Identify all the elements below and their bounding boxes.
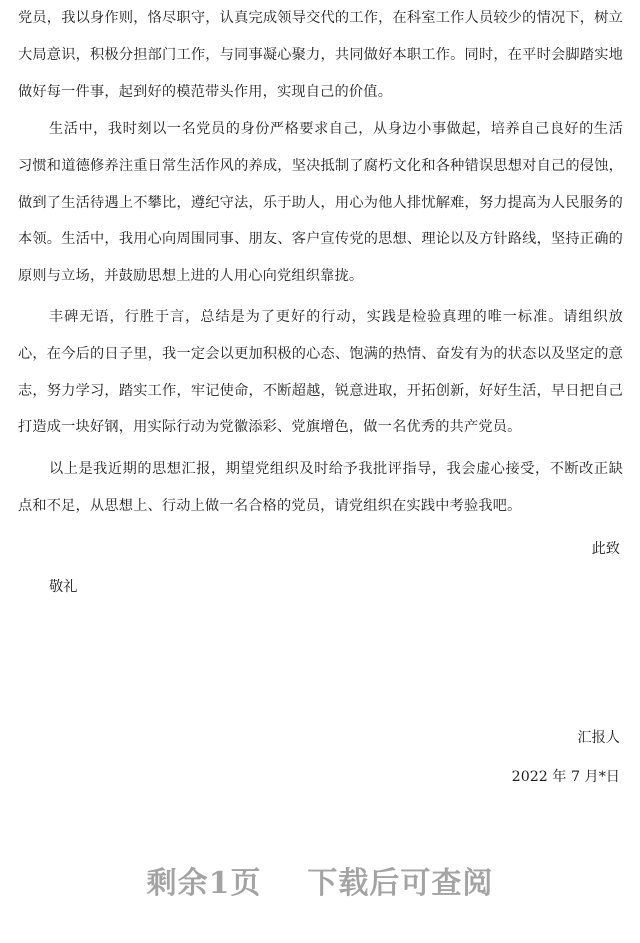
download-remaining-banner[interactable]: 剩余1页 下载后可查阅 bbox=[146, 866, 494, 901]
paragraph-conclusion: 以上是我近期的思想汇报，期望党组织及时给予我批评指导，我会虚心接受，不断改正缺点和不足，从思想上、行动上做一名合格的党员，请党组织在实践中考验我吧。 bbox=[18, 461, 623, 514]
paragraph-future-commitment: 丰碑无语，行胜于言，总结是为了更好的行动，实践是检验真理的唯一标准。请组织放心，在今后的日子里，我一定会以更加积极的心态、饱满的热情、奋发有为的状态以及坚定的意志，努力学习，踏实工作，牢记使命，不断超越，锐意进取，开拓创新，好好生活，早日把自己打造成一块好钢，用实际行动为党徽添彩、党旗增色，做一名优秀的共产党员。 bbox=[18, 309, 623, 436]
reporter-label: 汇报人 bbox=[577, 730, 620, 746]
salutation: 敬礼 bbox=[49, 579, 78, 595]
report-date: 2022 年 7 月*日 bbox=[511, 769, 620, 785]
closing-phrase: 此致 bbox=[591, 541, 620, 557]
paragraph-party-member-duty: 党员，我以身作则，恪尽职守，认真完成领导交代的工作，在科室工作人员较少的情况下，树立大局意识，积极分担部门工作，与同事凝心聚力，共同做好本职工作。同时，在平时会脚踏实地做好每一件事，起到好的模范带头作用，实现自己的价值。 bbox=[18, 10, 623, 100]
paragraph-daily-life: 生活中，我时刻以一名党员的身份严格要求自己，从身边小事做起，培养自己良好的生活习惯和道德修养注重日常生活作风的养成，坚决抵制了腐朽文化和各种错误思想对自己的侵蚀，做到了生活待遇上不攀比，遵纪守法，乐于助人，用心为他人排忧解难，努力提高为人民服务的本领。生活中，我用心向周围同事、朋友、客户宣传党的思想、理论以及方针路线，坚持正确的原则与立场，并鼓励思想上进的人用心向党组织靠拢。 bbox=[18, 121, 623, 285]
